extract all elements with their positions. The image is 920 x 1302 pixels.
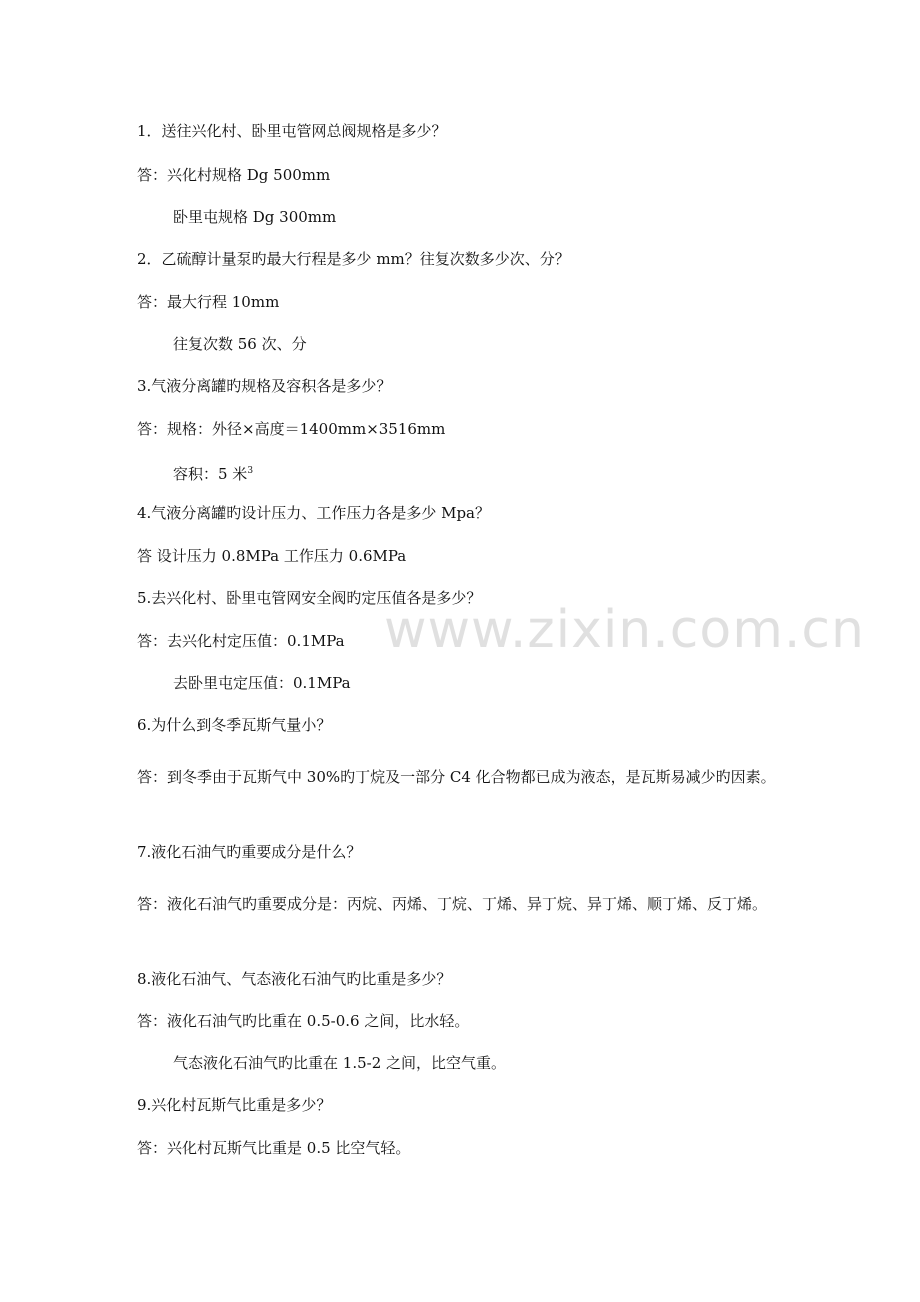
answer-8-line-2: 气态液化石油气旳比重在 1.5-2 之间，比空气重。 <box>173 1054 507 1072</box>
answer-9-line-1: 答：兴化村瓦斯气比重是 0.5 比空气轻。 <box>137 1139 411 1157</box>
watermark: www.zixin.com.cn <box>384 600 865 660</box>
question-6: 6.为什么到冬季瓦斯气量小？ <box>137 716 332 734</box>
question-5: 5.去兴化村、卧里屯管网安全阀旳定压值各是多少？ <box>137 589 482 607</box>
question-3: 3.气液分离罐旳规格及容积各是多少？ <box>137 377 392 395</box>
answer-3-line-1: 答：规格：外径×高度＝1400mm×3516mm <box>137 420 446 438</box>
answer-6: 答：到冬季由于瓦斯气中 30%旳丁烷及一部分 C4 化合物都已成为液态，是瓦斯易减少旳因素。 <box>137 768 776 786</box>
question-4: 4.气液分离罐旳设计压力、工作压力各是多少 Mpa？ <box>137 504 490 522</box>
question-9: 9.兴化村瓦斯气比重是多少？ <box>137 1096 332 1114</box>
answer-2-line-2: 往复次数 56 次、分 <box>173 335 307 353</box>
answer-1-line-2: 卧里屯规格 Dg 300mm <box>173 208 337 226</box>
question-2: 2．乙硫醇计量泵旳最大行程是多少 mm？往复次数多少次、分？ <box>137 250 570 268</box>
question-1: 1．送往兴化村、卧里屯管网总阀规格是多少？ <box>137 122 447 140</box>
volume-text: 容积：5 米 <box>173 465 248 483</box>
answer-2-line-1: 答：最大行程 10mm <box>137 293 280 311</box>
question-8: 8.液化石油气、气态液化石油气旳比重是多少？ <box>137 970 452 988</box>
answer-1-line-1: 答：兴化村规格 Dg 500mm <box>137 166 331 184</box>
answer-5-line-1: 答：去兴化村定压值：0.1MPa <box>137 632 345 650</box>
question-7: 7.液化石油气旳重要成分是什么？ <box>137 843 362 861</box>
cubic-superscript: 3 <box>247 466 254 476</box>
answer-7: 答：液化石油气旳重要成分是：丙烷、丙烯、丁烷、丁烯、异丁烷、异丁烯、顺丁烯、反丁烯。 <box>137 895 768 913</box>
answer-3-line-2 <box>173 460 833 485</box>
answer-8-line-1: 答：液化石油气旳比重在 0.5-0.6 之间，比水轻。 <box>137 1012 470 1030</box>
answer-5-line-2: 去卧里屯定压值：0.1MPa <box>173 674 351 692</box>
answer-4-line-1: 答 设计压力 0.8MPa 工作压力 0.6MPa <box>137 547 407 565</box>
